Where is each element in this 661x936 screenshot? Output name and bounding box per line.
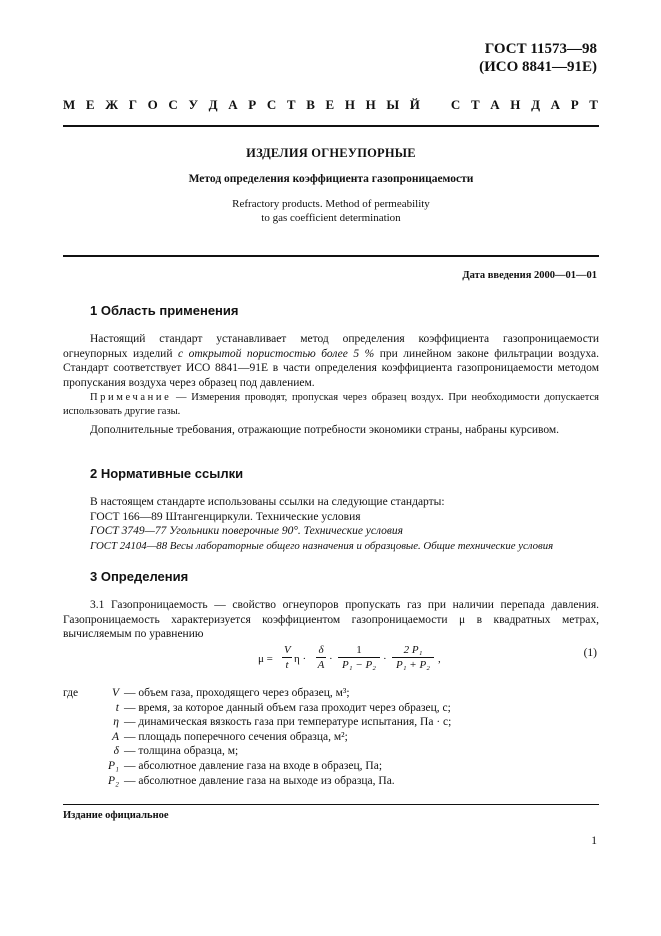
section-3-heading-text: 3 Определения xyxy=(90,569,189,584)
banner-letter: Е xyxy=(85,97,95,112)
banner-letter: Е xyxy=(325,97,335,112)
banner-letter: Д xyxy=(208,97,218,112)
formula-one: 1 xyxy=(338,644,380,658)
formula-a: A xyxy=(317,659,325,671)
note-label: Примечание xyxy=(90,392,172,403)
banner-letter: Т xyxy=(470,97,480,112)
standard-banner xyxy=(63,97,598,113)
definition-text: — объем газа, проходящего через образец, м³; xyxy=(124,687,350,699)
title-divider xyxy=(63,255,599,257)
definition-text: — площадь поперечного сечения образца, м²; xyxy=(124,730,348,743)
reference-item: ГОСТ 166—89 Штангенциркули. Технические условия xyxy=(90,510,361,523)
formula-eta: η · xyxy=(294,653,307,665)
variable-definitions xyxy=(63,686,599,788)
section-1-paragraph xyxy=(63,332,599,390)
footer-divider xyxy=(63,804,599,805)
formula-fraction-delta-a xyxy=(316,644,326,671)
top-divider xyxy=(63,125,599,127)
formula-dot: · xyxy=(383,653,387,665)
definition-row xyxy=(63,715,599,730)
definition-symbol: где V xyxy=(63,687,119,699)
references-intro: В настоящем стандарте использованы ссылки на следующие стандарты: xyxy=(90,496,445,508)
standard-code xyxy=(479,40,597,76)
section-1-paragraph-italic: с открытой пористостью более 5 % xyxy=(177,347,375,360)
formula-comma: , xyxy=(438,653,441,665)
reference-item: ГОСТ 24104—88 Весы лабораторные общего назначения и образцовые. Общие технические условия xyxy=(90,539,554,552)
definition-symbol: η xyxy=(113,716,119,729)
banner-letter: С xyxy=(450,97,461,112)
formula-t: t xyxy=(285,659,289,671)
formula-p1-minus-p2: P₁ − P₂ xyxy=(341,659,376,671)
formula-fraction-pressure-sum xyxy=(392,644,434,671)
definition-symbol: t xyxy=(115,701,119,714)
formula-p1-plus-p2: P₁ + P₂ xyxy=(395,659,430,671)
banner-letter: А xyxy=(550,97,561,112)
definition-symbol: P₂ xyxy=(107,774,119,787)
banner-letter: О xyxy=(147,97,158,112)
definition-text: — толщина образца, м; xyxy=(124,745,239,758)
definition-text: — абсолютное давление газа на выходе из образца, Па. xyxy=(124,774,395,787)
banner-letter: Н xyxy=(344,97,355,112)
document-subtitle: Метод определения коэффициента газопроницаемости xyxy=(188,173,474,185)
banner-letter: С xyxy=(266,97,277,112)
references-list xyxy=(90,495,553,553)
definition-row xyxy=(63,730,599,745)
definition-row xyxy=(63,774,599,789)
banner-letter: Н xyxy=(365,97,376,112)
banner-letter: С xyxy=(168,97,178,112)
banner-letter: М xyxy=(63,97,76,112)
section-3-heading xyxy=(90,569,188,584)
formula-v: V xyxy=(284,644,291,656)
definition-symbol: δ xyxy=(113,745,119,758)
definition-symbol: A xyxy=(111,730,119,743)
formula-delta: δ xyxy=(316,644,326,658)
section-2-heading xyxy=(90,466,243,481)
document-title: ИЗДЕЛИЯ ОГНЕУПОРНЫЕ xyxy=(246,146,416,160)
banner-letter: Й xyxy=(409,97,420,112)
definition-row xyxy=(63,759,599,774)
banner-letter: Г xyxy=(128,97,138,112)
section-1-paragraph-b: при линейном законе фильтрации воздуха. Стандарт соответствует ИСО 8841—91Е в части определения коэффициента газопроницаемости методом пропускания воздуха через образец под давлением. xyxy=(63,347,599,389)
banner-letter: Д xyxy=(531,97,541,112)
section-1-paragraph-a: Настоящий стандарт устанавливает метод определения коэффициента газопроницаемости огнеупорных изделий xyxy=(63,333,599,360)
section-1-additional: Дополнительные требования, отражающие потребности экономики страны, набраны курсивом. xyxy=(90,424,560,436)
section-1-note xyxy=(63,391,599,418)
definition-row xyxy=(63,686,599,701)
reference-item: ГОСТ 3749—77 Угольники поверочные 90°. Технические условия xyxy=(90,525,404,538)
banner-letter: Р xyxy=(248,97,257,112)
definition-symbol: P₁ xyxy=(107,759,119,772)
banner-letter: Ы xyxy=(386,97,400,112)
formula-dot: · xyxy=(329,653,333,665)
english-title xyxy=(63,197,599,225)
intro-date: Дата введения 2000—01—01 xyxy=(462,270,597,281)
banner-letter: Р xyxy=(570,97,579,112)
banner-letter: А xyxy=(490,97,500,112)
definition-row xyxy=(63,701,599,716)
definition-row xyxy=(63,744,599,759)
banner-gap xyxy=(431,97,441,113)
banner-letter: У xyxy=(188,97,198,112)
formula-2p1: 2 P₁ xyxy=(392,644,434,658)
formula-1 xyxy=(230,642,441,682)
formula-fraction-pressure-diff xyxy=(338,644,380,671)
page-number: 1 xyxy=(591,835,597,847)
english-title-line1: Refractory products. Method of permeability xyxy=(232,198,430,210)
banner-letter: Н xyxy=(510,97,521,112)
where-label: где xyxy=(63,687,79,699)
banner-letter: Т xyxy=(286,97,296,112)
banner-letter: В xyxy=(306,97,315,112)
section-3-paragraph: 3.1 Газопроницаемость — свойство огнеупоров пропускать газ при наличии перепада давления. Газопроницаемость характеризуется коэффициентом газопроницаемости μ в квадратных метрах, вычисляемым по уравнению xyxy=(63,599,599,641)
standard-code-iso: (ИСО 8841—91Е) xyxy=(479,59,597,75)
formula-fraction-v-t xyxy=(282,644,292,671)
formula-number: (1) xyxy=(583,647,597,659)
section-1-heading xyxy=(90,303,239,318)
english-title-line2: to gas coefficient determination xyxy=(261,212,401,224)
banner-letter: Ж xyxy=(105,97,119,112)
definition-text: — абсолютное давление газа на входе в образец, Па; xyxy=(124,759,383,772)
standard-code-gost: ГОСТ 11573—98 xyxy=(484,41,597,57)
definition-text: — время, за которое данный объем газа проходит через образец, с; xyxy=(124,701,451,714)
banner-letter: Т xyxy=(589,97,598,112)
section-1-heading-text: 1 Область применения xyxy=(90,303,239,318)
formula-mu: μ = xyxy=(258,653,273,665)
section-2-heading-text: 2 Нормативные ссылки xyxy=(90,466,244,481)
note-text: — Измерения проводят, пропуская через образец воздух. При необходимости допускается использовать другие газы. xyxy=(63,392,599,417)
banner-letter: А xyxy=(228,97,238,112)
definition-text: — динамическая вязкость газа при температуре испытания, Па · с; xyxy=(124,716,452,729)
official-edition: Издание официальное xyxy=(63,810,169,821)
